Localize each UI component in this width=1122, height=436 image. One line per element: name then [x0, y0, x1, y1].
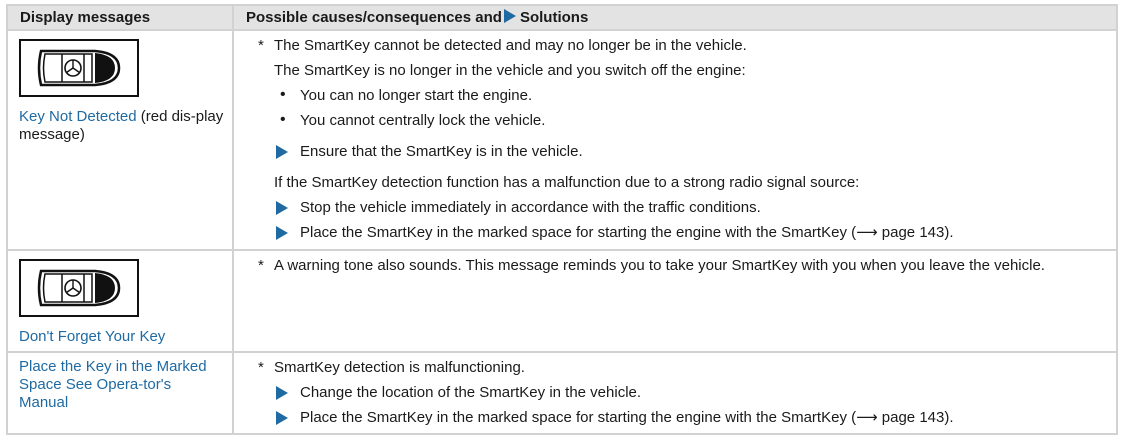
header-causes-label: Possible causes/consequences and: [246, 9, 502, 26]
asterisk-line: [258, 358, 1104, 377]
causes-solutions-cell: [233, 30, 1117, 250]
solution-arrow-icon: [276, 226, 288, 240]
solution-text: Place the SmartKey in the marked space for starting the engine with the SmartKey (⟶ page 143).: [300, 224, 954, 241]
display-messages-table-wrapper: [6, 4, 1116, 435]
header-causes-solutions: [233, 5, 1117, 30]
asterisk-line: [258, 36, 1104, 55]
solution-step: [258, 142, 1104, 161]
solution-step: [258, 198, 1104, 217]
solution-text: Change the location of the SmartKey in the vehicle.: [300, 384, 642, 401]
solution-step: [258, 223, 1104, 242]
table-header-row: [7, 5, 1117, 30]
list-item: [258, 111, 1104, 130]
bullet-icon: •: [280, 111, 286, 128]
solution-arrow-icon: [276, 201, 288, 215]
list-item: [258, 86, 1104, 105]
causes-solutions-cell: [233, 250, 1117, 352]
display-message-cell: [7, 250, 233, 352]
consequence-intro: If the SmartKey detection function has a malfunction due to a strong radio signal source:: [274, 174, 860, 191]
message-key-not-detected: Key Not Detected: [19, 108, 137, 125]
solution-arrow-icon: [504, 9, 516, 23]
asterisk-symbol: *: [258, 257, 264, 274]
solution-arrow-icon: [276, 386, 288, 400]
cause-text: SmartKey detection is malfunctioning.: [274, 359, 525, 376]
consequence-intro: The SmartKey is no longer in the vehicle and you switch off the engine:: [274, 62, 746, 79]
display-message-cell: [7, 352, 233, 434]
solution-step: [258, 408, 1104, 427]
causes-solutions-cell: [233, 352, 1117, 434]
list-item-text: You can no longer start the engine.: [300, 87, 533, 104]
display-message-cell: [7, 30, 233, 250]
header-solutions-label: Solutions: [519, 9, 589, 26]
solution-arrow-icon: [276, 145, 288, 159]
solution-step: [258, 383, 1104, 402]
header-display-messages: Display messages: [7, 5, 233, 30]
message-note: (red dis-play message): [19, 108, 224, 143]
smartkey-icon: [19, 259, 139, 317]
asterisk-symbol: *: [258, 359, 264, 376]
message-dont-forget-key: Don't Forget Your Key: [19, 328, 166, 345]
solution-text: Ensure that the SmartKey is in the vehicle.: [300, 143, 583, 160]
solution-arrow-icon: [276, 411, 288, 425]
asterisk-symbol: *: [258, 37, 264, 54]
table-row: [7, 30, 1117, 250]
cause-text: The SmartKey cannot be detected and may no longer be in the vehicle.: [274, 37, 747, 54]
solution-text: Stop the vehicle immediately in accordance with the traffic conditions.: [300, 199, 761, 216]
smartkey-icon: [19, 39, 139, 97]
bullet-icon: •: [280, 86, 286, 103]
list-item-text: You cannot centrally lock the vehicle.: [300, 112, 546, 129]
asterisk-line: [258, 256, 1104, 275]
solution-text: Place the SmartKey in the marked space for starting the engine with the SmartKey (⟶ page 143).: [300, 409, 954, 426]
table-row: [7, 352, 1117, 434]
cause-text: A warning tone also sounds. This message reminds you to take your SmartKey with you when you leave the vehicle.: [274, 257, 1045, 274]
table-row: [7, 250, 1117, 352]
message-place-key: Place the Key in the Marked Space See Opera-tor's Manual: [19, 358, 207, 411]
display-messages-table: [6, 4, 1118, 435]
